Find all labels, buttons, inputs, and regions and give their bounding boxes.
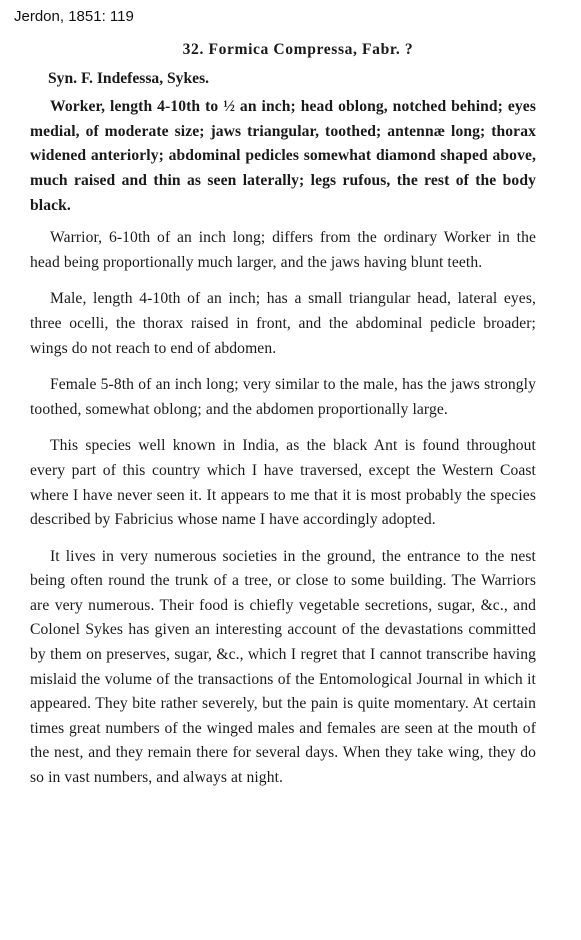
species-heading: 32. Formica Compressa, Fabr. ?: [182, 41, 414, 58]
worker-description-paragraph: Worker, length 4-10th to ½ an inch; head oblong, notched behind; eyes medial, of moderate size; jaws triangular, toothed; antennæ long; thorax widened anteriorly; abdominal pedicles somewhat diamond shaped above, much raised and thin as seen laterally; legs rufous, the rest of the body black.: [30, 98, 536, 214]
source-citation-label: Jerdon, 1851: 119: [14, 8, 134, 25]
female-description-paragraph: Female 5-8th of an inch long; very similar to the male, has the jaws strongly toothed, somewhat oblong; and the abdomen proportionally large.: [30, 376, 536, 418]
warrior-description-paragraph: Warrior, 6-10th of an inch long; differs from the ordinary Worker in the head being proportionally much larger, and the jaws having blunt teeth.: [30, 229, 536, 271]
habits-paragraph: It lives in very numerous societies in the ground, the entrance to the nest being often round the trunk of a tree, or close to some building. The Warriors are very numerous. Their food is chiefly vegetable secretions, sugar, &c., and Colonel Sykes has given an interesting account of the devastations committed by them on preserves, sugar, &c., which I regret that I cannot transcribe having mislaid the volume of the transactions of the Entomological Journal in which it appeared. They bite rather severely, but the pain is quite momentary. At certain times great numbers of the winged males and females are seen at the mouth of the nest, and they remain there for several days. When they take wing, they do so in vast numbers, and always at night.: [30, 547, 536, 787]
synonym-line: Syn. F. Indefessa, Sykes.: [48, 69, 210, 87]
male-description-paragraph: Male, length 4-10th of an inch; has a small triangular head, lateral eyes, three ocelli, the thorax raised in front, and the abdominal pedicle broader; wings do not reach to end of abdomen.: [30, 290, 536, 357]
distribution-paragraph: This species well known in India, as the black Ant is found throughout every part of this country which I have traversed, except the Western Coast where I have never seen it. It appears to me that it is most probably the species described by Fabricius whose name I have accordingly adopted.: [30, 437, 536, 529]
document-page: [30, 38, 536, 803]
